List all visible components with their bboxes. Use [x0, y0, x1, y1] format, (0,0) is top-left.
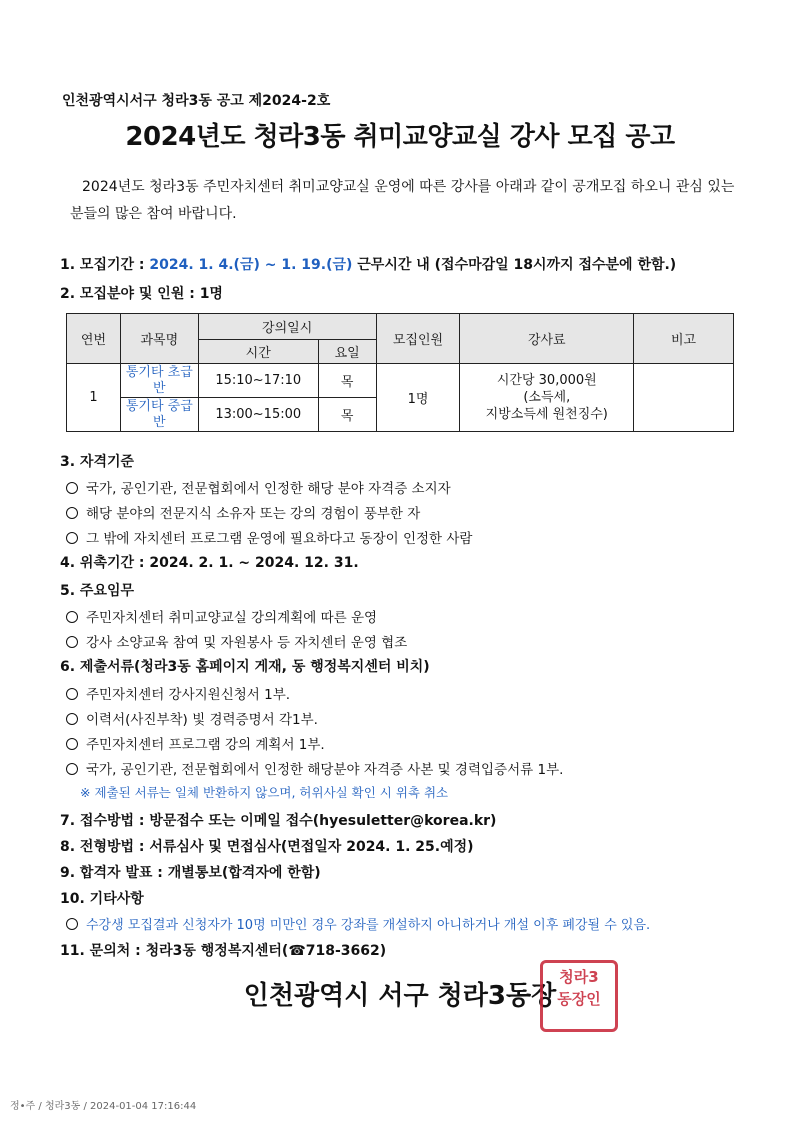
- list-item: 주민자치센터 강사지원신청서 1부.: [66, 683, 290, 703]
- recruitment-table: [66, 313, 734, 432]
- bullet-circle-icon: [66, 507, 78, 519]
- notice-number: 인천광역시서구 청라3동 공고 제2024-2호: [62, 93, 331, 109]
- bullet-circle-icon: [66, 738, 78, 750]
- header-day: 요일: [318, 340, 376, 364]
- fee-line: 지방소득세 원천징수): [485, 407, 608, 422]
- list-item: 이력서(사진부착) 빛 경력증명서 각1부.: [66, 708, 318, 728]
- section-qualification: 3. 자격기준: [60, 454, 135, 470]
- section-term: 4. 위촉기간 : 2024. 2. 1. ~ 2024. 12. 31.: [60, 555, 359, 571]
- header-no: 연번: [67, 314, 121, 364]
- list-item: 주민자치센터 프로그램 강의 계획서 1부.: [66, 733, 325, 753]
- recruit-period-dates: 2024. 1. 4.(금) ~ 1. 19.(금): [149, 257, 353, 273]
- section-label: 1. 모집기간 :: [60, 257, 150, 273]
- section-recruit-period: [60, 254, 676, 274]
- header-schedule: 강의일시: [198, 314, 376, 340]
- cell-course: 통기타 초급반: [120, 364, 198, 398]
- list-item: 주민자치센터 취미교양교실 강의계획에 따른 운영: [66, 606, 377, 626]
- section-documents: 6. 제출서류(청라3동 홈페이지 게재, 동 행정복지센터 비치): [60, 659, 430, 675]
- list-item: 수강생 모집결과 신청자가 10명 미만인 경우 강좌를 개설하지 아니하거나 개설 이후 폐강될 수 있음.: [66, 914, 650, 933]
- header-fee: 강사료: [460, 314, 634, 364]
- bullet-circle-icon: [66, 611, 78, 623]
- section-contact: 11. 문의처 : 청라3동 행정복지센터(☎718-3662): [60, 943, 387, 959]
- bullet-circle-icon: [66, 918, 78, 930]
- fee-line: (소득세,: [523, 390, 571, 405]
- header-course: 과목명: [120, 314, 198, 364]
- scan-timestamp: 정•주 / 청라3동 / 2024-01-04 17:16:44: [10, 1101, 197, 1112]
- cell-day: 목: [318, 398, 376, 432]
- section-duties: 5. 주요임무: [60, 583, 135, 599]
- official-seal: 청라3 동장인: [540, 960, 618, 1032]
- list-item: 국가, 공인기관, 전문협회에서 인정한 해당분야 자격증 사본 및 경력입증서류 1부.: [66, 758, 563, 778]
- list-item: 그 밖에 자치센터 프로그램 운영에 필요하다고 동장이 인정한 사람: [66, 527, 472, 547]
- header-count: 모집인원: [376, 314, 460, 364]
- fee-line: 시간당 30,000원: [496, 373, 597, 388]
- intro-paragraph: 2024년도 청라3동 주민자치센터 취미교양교실 운영에 따른 강사를 아래과 같이 공개모집 하오니 관심 있는 분들의 많은 참여 바랍니다.: [70, 179, 735, 222]
- recruit-period-note: 근무시간 내 (접수마감일 18시까지 접수분에 한함.): [352, 257, 677, 273]
- section-announcement: 9. 합격자 발표 : 개별통보(합격자에 한함): [60, 865, 321, 881]
- header-time: 시간: [198, 340, 318, 364]
- bullet-circle-icon: [66, 763, 78, 775]
- cell-remark: [634, 364, 734, 432]
- section-screening: 8. 전형방법 : 서류심사 및 면접심사(면접일자 2024. 1. 25.예정): [60, 839, 474, 855]
- cell-time: 13:00~15:00: [198, 398, 318, 432]
- bullet-circle-icon: [66, 636, 78, 648]
- bullet-circle-icon: [66, 688, 78, 700]
- section-submission: 7. 접수방법 : 방문접수 또는 이메일 접수(hyesuletter@korea.kr): [60, 813, 497, 829]
- list-item: 국가, 공인기관, 전문협회에서 인정한 해당 분야 자격증 소지자: [66, 477, 451, 497]
- list-item: 해당 분야의 전문지식 소유자 또는 강의 경험이 풍부한 자: [66, 502, 420, 522]
- list-item: 강사 소양교육 참여 및 자원봉사 등 자치센터 운영 협조: [66, 631, 407, 651]
- bullet-circle-icon: [66, 713, 78, 725]
- bullet-circle-icon: [66, 482, 78, 494]
- cell-time: 15:10~17:10: [198, 364, 318, 398]
- cell-count: 1명: [376, 364, 460, 432]
- cell-no: 1: [67, 364, 121, 432]
- cell-fee: [460, 364, 634, 432]
- table-row: [67, 364, 734, 398]
- section-etc: 10. 기타사항: [60, 891, 144, 907]
- section-recruit-field: 2. 모집분야 및 인원 : 1명: [60, 286, 223, 302]
- issuer-name: 인천광역시 서구 청라3동장: [243, 981, 557, 1011]
- header-remark: 비고: [634, 314, 734, 364]
- documents-note: ※ 제출된 서류는 일체 반환하지 않으며, 허위사실 확인 시 위촉 취소: [80, 785, 449, 800]
- bullet-circle-icon: [66, 532, 78, 544]
- page-title: 2024년도 청라3동 취미교양교실 강사 모집 공고: [125, 122, 675, 152]
- cell-day: 목: [318, 364, 376, 398]
- cell-course: 통기타 중급반: [120, 398, 198, 432]
